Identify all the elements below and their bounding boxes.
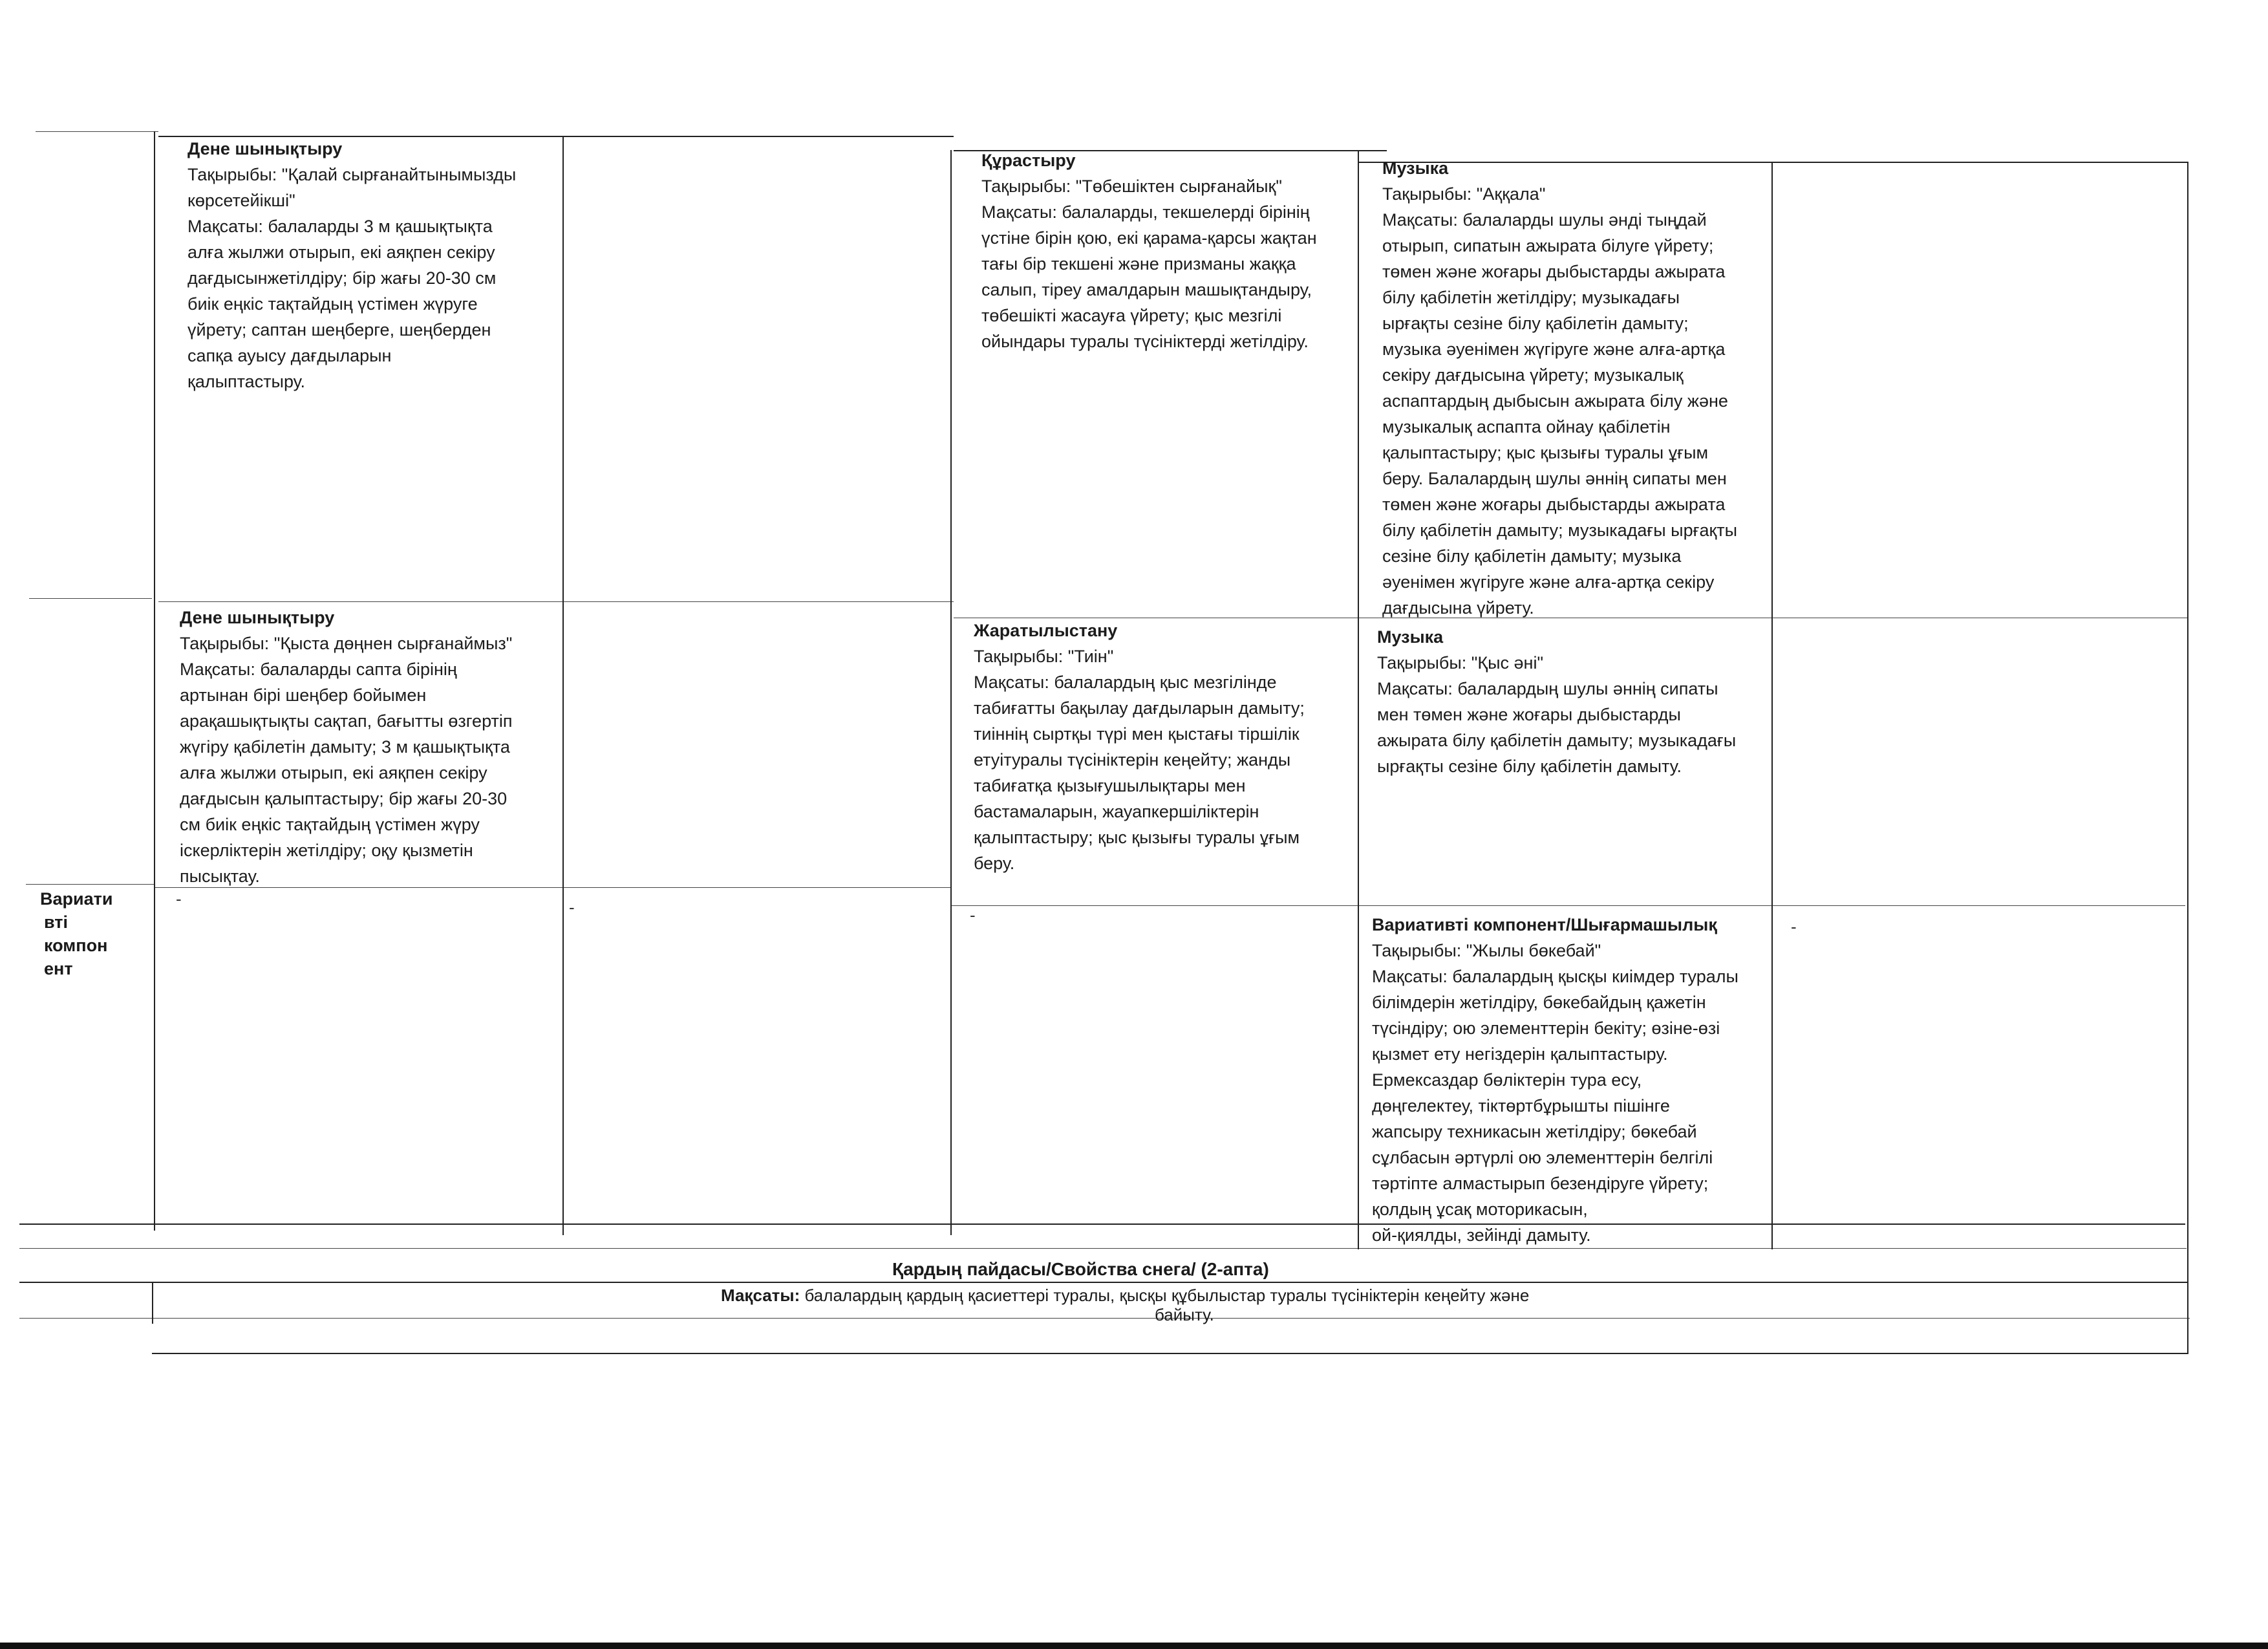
- cell-line: білімдерін жетілдіру, бөкебайдың қажетін: [1372, 993, 1706, 1012]
- cell-line: табиғатты бақылау дағдыларын дамыту;: [974, 698, 1305, 718]
- row-label-line: компон: [44, 936, 108, 955]
- col4-right-border: [1771, 162, 1773, 1249]
- empty-cell-dash: -: [569, 898, 575, 917]
- cell-line: беру. Балалардың шулы әннің сипаты мен: [1382, 469, 1727, 488]
- cell-line: ырғақты сезіне білу қабілетін дамыту.: [1377, 757, 1682, 776]
- cell-line: жүгіру қабілетін дамыту; 3 м қашықтықта: [180, 737, 510, 757]
- cell-line: Тақырыбы: "Тиін": [974, 647, 1114, 666]
- cell-line: дағдысын қалыптастыру; бір жағы 20-30: [180, 789, 508, 808]
- cell-line: дөңгелектеу, тіктөртбұрышты пішінге: [1372, 1096, 1670, 1116]
- cell-line: түсіндіру; ою элементтерін бекіту; өзіне-өзі: [1372, 1018, 1720, 1038]
- cell-line: үйрету; саптан шеңберге, шеңберден: [187, 320, 491, 339]
- row-label-line: ент: [44, 959, 73, 978]
- cell-line: қалыптастыру; қыс қызығы туралы ұғым: [1382, 443, 1709, 462]
- cell-line: Мақсаты: балаларды сапта бірінің: [180, 660, 457, 679]
- weekly-theme-title: Қардың пайдасы/Свойства снега/ (2-апта): [892, 1259, 1269, 1279]
- cell-line: Тақырыбы: "Жылы бөкебай": [1372, 941, 1601, 960]
- cell-line: см биік еңкіс тақтайдың үстімен жүру: [180, 815, 480, 834]
- cell-line: Тақырыбы: "Қыс әні": [1377, 653, 1544, 673]
- cell-line: беру.: [974, 854, 1015, 873]
- cell-line: Мақсаты: балалардың қысқы киімдер туралы: [1372, 967, 1738, 986]
- cell-title: Музыка: [1382, 158, 1449, 178]
- cell-line: дағдысынжетілдіру; бір жағы 20-30 см: [187, 268, 497, 288]
- cell-line: алға жылжи отырып, екі аяқпен секіру: [180, 763, 487, 782]
- cell-line: қызмет ету негіздерін қалыптастыру.: [1372, 1044, 1668, 1064]
- cell-line: артынан бірі шеңбер бойымен: [180, 685, 427, 705]
- weekly-goal-continued: байыту.: [1155, 1305, 1214, 1324]
- cell-physical-education-1: [187, 136, 516, 394]
- cell-line: тиіннің сыртқы түрі мен қыстағы тіршілік: [974, 724, 1300, 744]
- cell-line: Тақырыбы: "Аққала": [1382, 184, 1546, 204]
- cell-line: бастамаларын, жауапкершіліктерін: [974, 802, 1259, 821]
- cell-physical-education-2: [180, 605, 512, 889]
- cell-line: көрсетейікші": [187, 191, 295, 210]
- cell-variative-creativity: [1372, 912, 1738, 1248]
- cell-line: аспаптардың дыбысын ажырата білу және: [1382, 391, 1728, 411]
- cell-line: төбешікті жасауға үйрету; қыс мезгілі: [981, 306, 1282, 325]
- cell-title: Дене шынықтыру: [180, 608, 335, 627]
- cell-line: арақашықтықты сақтап, бағытты өзгертіп: [180, 711, 513, 731]
- cell-line: үстіне бірін қою, екі қарама-қарсы жақтан: [981, 228, 1317, 248]
- cell-line: ажырата білу қабілетін дамыту; музыкадағы: [1377, 731, 1737, 750]
- cell-line: ой-қиялды, зейінді дамыту.: [1372, 1225, 1591, 1245]
- cell-title: Құрастыру: [981, 151, 1076, 170]
- col3-right-border: [1358, 150, 1359, 1249]
- cell-line: қалыптастыру.: [187, 372, 305, 391]
- row2-bottom-rule-left: [26, 884, 155, 885]
- cell-title: Вариативті компонент/Шығармашылық: [1372, 915, 1717, 934]
- theme-top-border: [19, 1248, 2187, 1249]
- scan-bottom-edge: [0, 1643, 2268, 1649]
- weekly-goal: [721, 1286, 1529, 1305]
- cell-line: білу қабілетін жетілдіру; музыкадағы: [1382, 288, 1680, 307]
- col3-left-border: [950, 150, 952, 1235]
- cell-line: музыка әуенімен жүгіруге және алға-артқа: [1382, 339, 1726, 359]
- goal-label: Мақсаты:: [721, 1286, 800, 1305]
- row3-bottom-border: [19, 1223, 2185, 1225]
- cell-line: Мақсаты: балаларды, текшелерді бірінің: [981, 202, 1310, 222]
- cell-line: пысықтау.: [180, 867, 260, 886]
- cell-line: Мақсаты: балаларды 3 м қашықтықта: [187, 217, 493, 236]
- cell-line: іскерліктерін жетілдіру; оқу қызметін: [180, 841, 473, 860]
- cell-line: әуенімен жүгіруге және алға-артқа секіру: [1382, 572, 1715, 592]
- row-label-line: вті: [44, 912, 68, 932]
- cell-line: алға жылжи отырып, екі аяқпен секіру: [187, 242, 495, 262]
- cell-line: Тақырыбы: "Қалай сырғанайтынымызды: [187, 165, 517, 184]
- row1-bottom-border-a: [158, 601, 954, 602]
- goal-text: балалардың қардың қасиеттері туралы, қысқы құбылыстар туралы түсініктерін кеңейту және: [804, 1286, 1530, 1305]
- cell-line: сапқа ауысу дағдыларын: [187, 346, 392, 365]
- cell-music-1: [1382, 155, 1737, 621]
- top-rule-left: [36, 131, 158, 132]
- cell-line: тәртіпте алмастырып безендіруге үйрету;: [1372, 1174, 1709, 1193]
- cell-line: дағдысына үйрету.: [1382, 598, 1534, 618]
- cell-line: жапсыру техникасын жетілдіру; бөкебай: [1372, 1122, 1697, 1141]
- col1-left-border: [154, 131, 155, 1231]
- cell-line: төмен және жоғары дыбыстарды ажырата: [1382, 495, 1726, 514]
- cell-title: Жаратылыстану: [974, 621, 1118, 640]
- empty-cell-dash: -: [970, 905, 976, 925]
- cell-line: секіру дағдысына үйрету; музыкалық: [1382, 365, 1684, 385]
- empty-cell-dash: -: [1791, 917, 1797, 936]
- cell-line: Мақсаты: балалардың қыс мезгілінде: [974, 673, 1277, 692]
- cell-line: сұлбасын әртүрлі ою элементтерін белгілі: [1372, 1148, 1713, 1167]
- cell-natural-science: [974, 618, 1305, 876]
- cell-line: сезіне білу қабілетін дамыту; музыка: [1382, 546, 1682, 566]
- cell-line: Ермексаздар бөліктерін тура есу,: [1372, 1070, 1642, 1090]
- cell-line: етуітуралы түсініктерін кеңейту; жанды: [974, 750, 1291, 770]
- cell-line: төмен және жоғары дыбыстарды ажырата: [1382, 262, 1726, 281]
- theme-title-bottom-border: [19, 1282, 2188, 1283]
- table-right-border: [2187, 162, 2188, 1353]
- cell-line: ойындары туралы түсініктерді жетілдіру.: [981, 332, 1309, 351]
- row-label-line: Вариати: [40, 889, 113, 909]
- goal-top-border: [19, 1318, 2190, 1319]
- cell-title: Музыка: [1377, 627, 1444, 647]
- empty-cell-dash: -: [176, 889, 182, 909]
- cell-line: қолдың ұсақ моторикасын,: [1372, 1200, 1588, 1219]
- row2-bottom-border-b: [950, 905, 2185, 906]
- cell-line: табиғатқа қызығушылықтары мен: [974, 776, 1246, 795]
- row1-bottom-rule-left: [29, 598, 152, 599]
- cell-line: Мақсаты: балаларды шулы әнді тыңдай: [1382, 210, 1707, 230]
- cell-line: салып, тіреу амалдарын машықтандыру,: [981, 280, 1312, 299]
- cell-line: музыкалық аспапта ойнау қабілетін: [1382, 417, 1671, 436]
- cell-line: қалыптастыру; қыс қызығы туралы ұғым: [974, 828, 1300, 847]
- cell-line: Тақырыбы: "Төбешіктен сырғанайық": [981, 177, 1282, 196]
- col2-left-border: [562, 136, 564, 1235]
- cell-line: отырып, сипатын ажырата білуге үйрету;: [1382, 236, 1714, 255]
- cell-line: білу қабілетін дамыту; музыкадағы ырғақты: [1382, 521, 1738, 540]
- cell-line: тағы бір текшені және призманы жаққа: [981, 254, 1296, 274]
- cell-line: биік еңкіс тақтайдың үстімен жүруге: [187, 294, 478, 314]
- cell-construction: [981, 147, 1317, 354]
- cell-line: Тақырыбы: "Қыста дөңнен сырғанаймыз": [180, 634, 513, 653]
- cell-line: мен төмен және жоғары дыбыстарды: [1377, 705, 1681, 724]
- cell-music-2: [1377, 624, 1736, 779]
- goal-bottom-border: [152, 1353, 2188, 1354]
- cell-title: Дене шынықтыру: [187, 139, 343, 158]
- row-label-variative-component: [40, 887, 112, 980]
- col1-left-border-lower: [152, 1282, 153, 1324]
- cell-line: Мақсаты: балалардың шулы әннің сипаты: [1377, 679, 1718, 698]
- cell-line: ырғақты сезіне білу қабілетін дамыту;: [1382, 314, 1689, 333]
